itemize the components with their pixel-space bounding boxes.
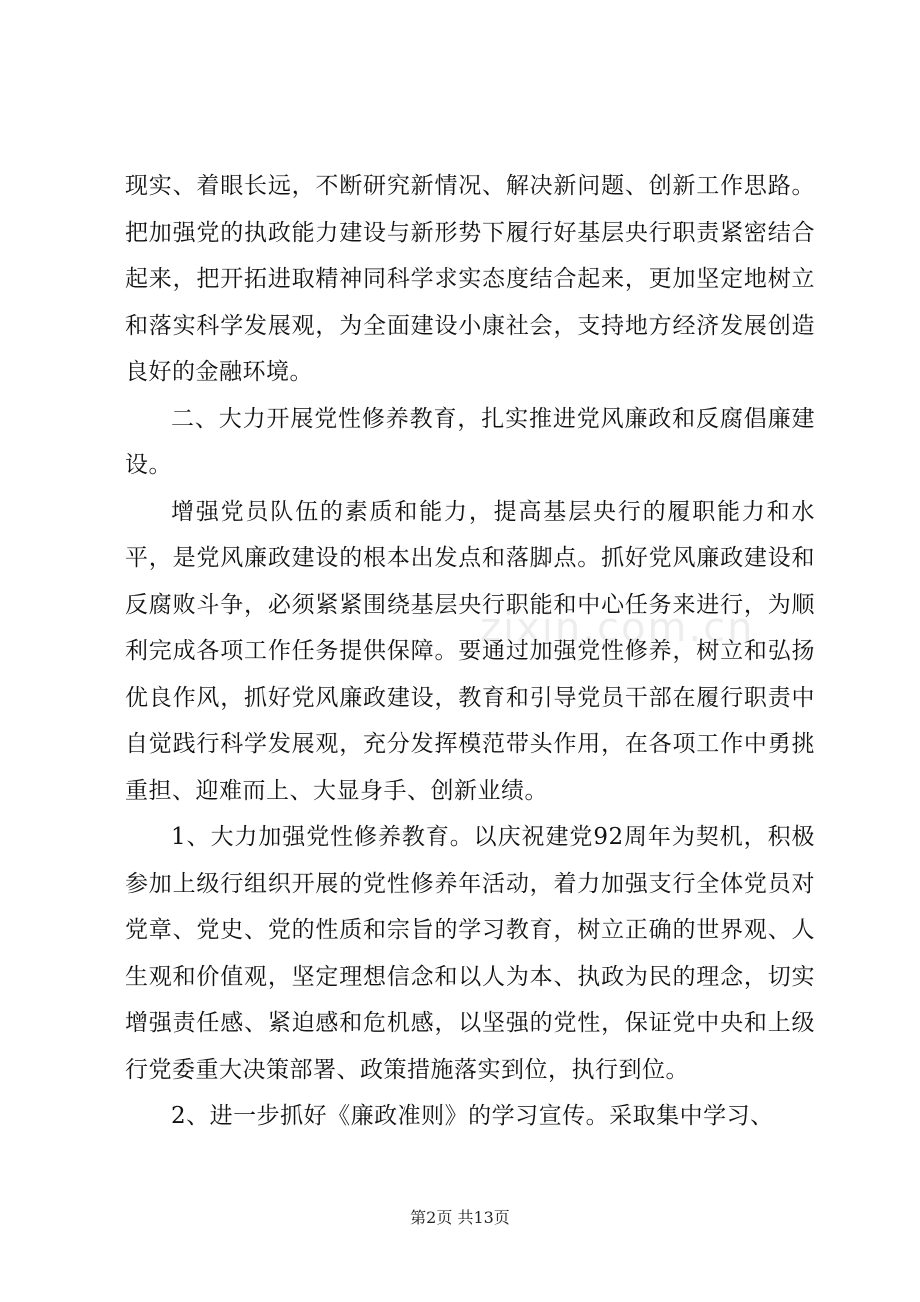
paragraph-continuation: 现实、着眼长远，不断研究新情况、解决新问题、创新工作思路。把加强党的执政能力建设与新形势下履行好基层央行职责紧密结合起来，把开拓进取精神同科学求实态度结合起来，更加坚定地树立和落实科学发展观，为全面建设小康社会，支持地方经济发展创造良好的金融环境。 [125, 173, 815, 385]
list-item-2: 2、进一步抓好《廉政准则》的学习宣传。采取集中学习、 [171, 1103, 774, 1129]
page-footer: 第2页 共13页 [410, 1208, 510, 1227]
paragraph: 增强党员队伍的素质和能力，提高基层央行的履职能力和水平，是党风廉政建设的根本出发点和落脚点。抓好党风廉政建设和反腐败斗争，必须紧紧围绕基层央行职能和中心任务来进行，为顺利完成各项工作任务提供保障。要通过加强党性修养，树立和弘扬优良作风，抓好党风廉政建设，教育和引导党员干部在履行职责中自觉践行科学发展观，充分发挥模范带头作用，在各项工作中勇挑重担、迎难而上、大显身手、创新业绩。 [125, 498, 815, 804]
section-heading-2: 二、大力开展党性修养教育，扎实推进党风廉政和反腐倡廉建设。 [125, 405, 815, 478]
document-body [125, 163, 815, 1140]
list-item-1: 1、大力加强党性修养教育。以庆祝建党92周年为契机，积极参加上级行组织开展的党性修养年活动，着力加强支行全体党员对党章、党史、党的性质和宗旨的学习教育，树立正确的世界观、人生观和价值观，坚定理想信念和以人为本、执政为民的理念，切实增强责任感、紧迫感和危机感，以坚强的党性，保证党中央和上级行党委重大决策部署、政策措施落实到位，执行到位。 [125, 824, 815, 1083]
watermark: zixin.com.cn [480, 605, 755, 651]
